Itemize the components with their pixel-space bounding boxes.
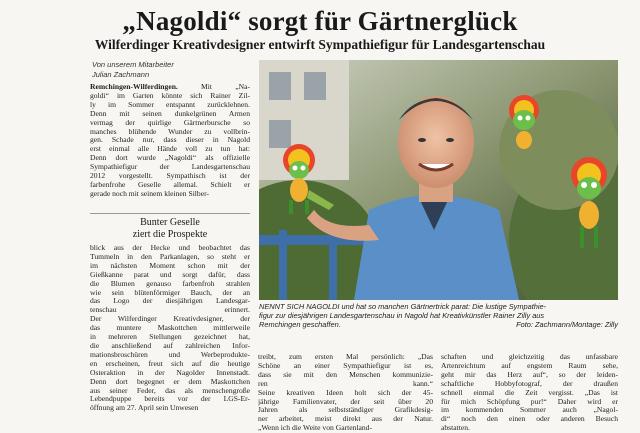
text-line: manches blühende Wunder zu vollbrin-	[90, 127, 250, 136]
text-line: Artenreichtum auf engstem Raum sehe,	[441, 361, 618, 370]
text-line: für mich Schöpfung pur!“ Daher wird er	[441, 397, 618, 406]
text-line: das Logo der diesjährigen Landesgar-	[90, 297, 250, 306]
intertitle-line: Bunter Geselle	[140, 217, 200, 228]
caption-line: NENNT SICH NAGOLDI und hat so manchen Gärtnertrick parat: Die lustige Sympathie-	[259, 302, 547, 311]
text-line: Denn dort wurde „Nagoldi“ als offizielle	[90, 154, 250, 163]
text-line: Remchingen-Wilferdingen. Mit „Na-	[90, 83, 250, 91]
photo-credit: Foto: Zachmann/Montage: Zilly	[516, 320, 618, 329]
body-column-1	[90, 244, 250, 413]
text-line: jährige Familienvater, der seit über 20	[258, 397, 433, 406]
text-line: in mehreren Stellungen gezeichnet hat,	[90, 333, 250, 342]
caption-line: figur zur diesjährigen Landesgartenschau in Nagold hat Kreativkünstler Rainer Zilly aus	[259, 311, 545, 320]
text-line: öffnung am 27. April sein Unwesen	[90, 404, 199, 413]
text-line: ly im Sommer entspannt zurücklehnen.	[90, 100, 250, 109]
text-line: „Wenn ich die Weite von Gartenland-	[258, 424, 372, 433]
text-line: blick aus der Hecke und beobachtet das	[90, 244, 250, 252]
intertitle-line: ziert die Prospekte	[132, 229, 208, 240]
text-line: Osteraktion in der Nagolder Innenstadt.	[90, 368, 250, 377]
dateline: Remchingen-Wilferdingen.	[90, 83, 178, 91]
text-line: schnell einmal die Zeit vergisst. „Das ist	[441, 388, 618, 397]
text-line: Jahren als selbstständiger Grafikdesig-	[258, 406, 433, 415]
body-column-2	[258, 353, 433, 433]
byline	[92, 60, 242, 79]
byline-line: Von unserem Mitarbeiter	[92, 60, 174, 69]
body-column-3	[441, 353, 618, 433]
text-line: gerade noch mit seinem kleinen Silber-	[90, 189, 209, 198]
text-line: Seine kreativen Ideen holt sich der 45-	[258, 388, 433, 397]
text-line: im nächsten Moment schon mit der	[90, 261, 250, 270]
text-line: Schöne an einer Sympathiefigur ist es,	[258, 361, 433, 370]
text-line: farbenfrohe Geselle allemal. Schielt er	[90, 180, 250, 189]
text-line: Sympathiefigur der Landesgartenschau	[90, 163, 250, 172]
text-line: 2012 vorgestellt. Sympathisch ist der	[90, 172, 250, 181]
text-line: die anschließend auf zahlreichen Infor-	[90, 341, 250, 350]
article-photo	[259, 60, 618, 300]
text-line: en erscheinen, freut sich auf die heutige	[90, 359, 250, 368]
text-line: das muntere Maskottchen mittlerweile	[90, 324, 250, 333]
caption-line: Remchingen geschaffen.	[259, 320, 341, 329]
text-line: gen. Schade nur, dass dieser in Nagold	[90, 136, 250, 145]
text-line: abstatten.	[441, 424, 470, 433]
photo-caption	[259, 302, 618, 329]
subheadline: Wilferdinger Kreativdesigner entwirft Sympathiefigur für Landesgartenschau	[94, 37, 546, 52]
lead-paragraph	[90, 83, 250, 199]
photo-montage-image	[259, 60, 618, 300]
text-line: Lebendpuppe bereits vor der LGS-Er-	[90, 395, 250, 404]
byline-author: Julian Zachmann	[92, 69, 150, 79]
text-line: mationsbroschüren und Werbeprodukte-	[90, 350, 250, 359]
text-line: die Blumen genauso farbenfroh strahlen	[90, 279, 250, 288]
text-line: ner arbeitet, meist direkt aus der Natur.	[258, 415, 433, 424]
text-line: Gießkanne parat und sorgt dafür, dass	[90, 270, 250, 279]
text-line: Der Wilferdinger Kreativdesigner, der	[90, 315, 250, 324]
text-line: vermag der quirlige Gärtnerbursche so	[90, 118, 250, 127]
text-line: erst einmal alle Hände voll zu tun hat:	[90, 145, 250, 154]
text-line: geht mir das Herz auf“, so der leiden-	[441, 370, 618, 379]
text-line: schaftliche Hobbyfotograf, der draußen	[441, 379, 618, 388]
text-line: treibt, zum ersten Mal persönlich: „Das	[258, 353, 433, 361]
text-line: aus seiner Feder, das als menschengroße	[90, 386, 250, 395]
text-line: tenschau erinnert.	[90, 306, 250, 315]
text-line: ren kann.“	[258, 379, 433, 388]
text-line: goldi“ im Garten könnte sich Rainer Zil-	[90, 91, 250, 100]
intertitle	[90, 213, 250, 241]
text-line: wie sein blütenförmiger Bauch, der an	[90, 288, 250, 297]
text-line: Tummeln in den Parkanlagen, so steht er	[90, 252, 250, 261]
text-line: Denn dort begegnet er dem Maskottchen	[90, 377, 250, 386]
text-line: schaften und gleichzeitig das unfassbare	[441, 353, 618, 361]
text-line: dass sie mit den Menschen kommunizie-	[258, 370, 433, 379]
headline: „Nagoldi“ sorgt für Gärtnerglück	[122, 6, 518, 36]
text-line: Denn mit seinen dunkelgrünen Armen	[90, 109, 250, 118]
text-line: im kommenden Sommer auch „Nagol-	[441, 406, 618, 415]
text-line: di“ noch den einen oder anderen Besuch	[441, 415, 618, 424]
